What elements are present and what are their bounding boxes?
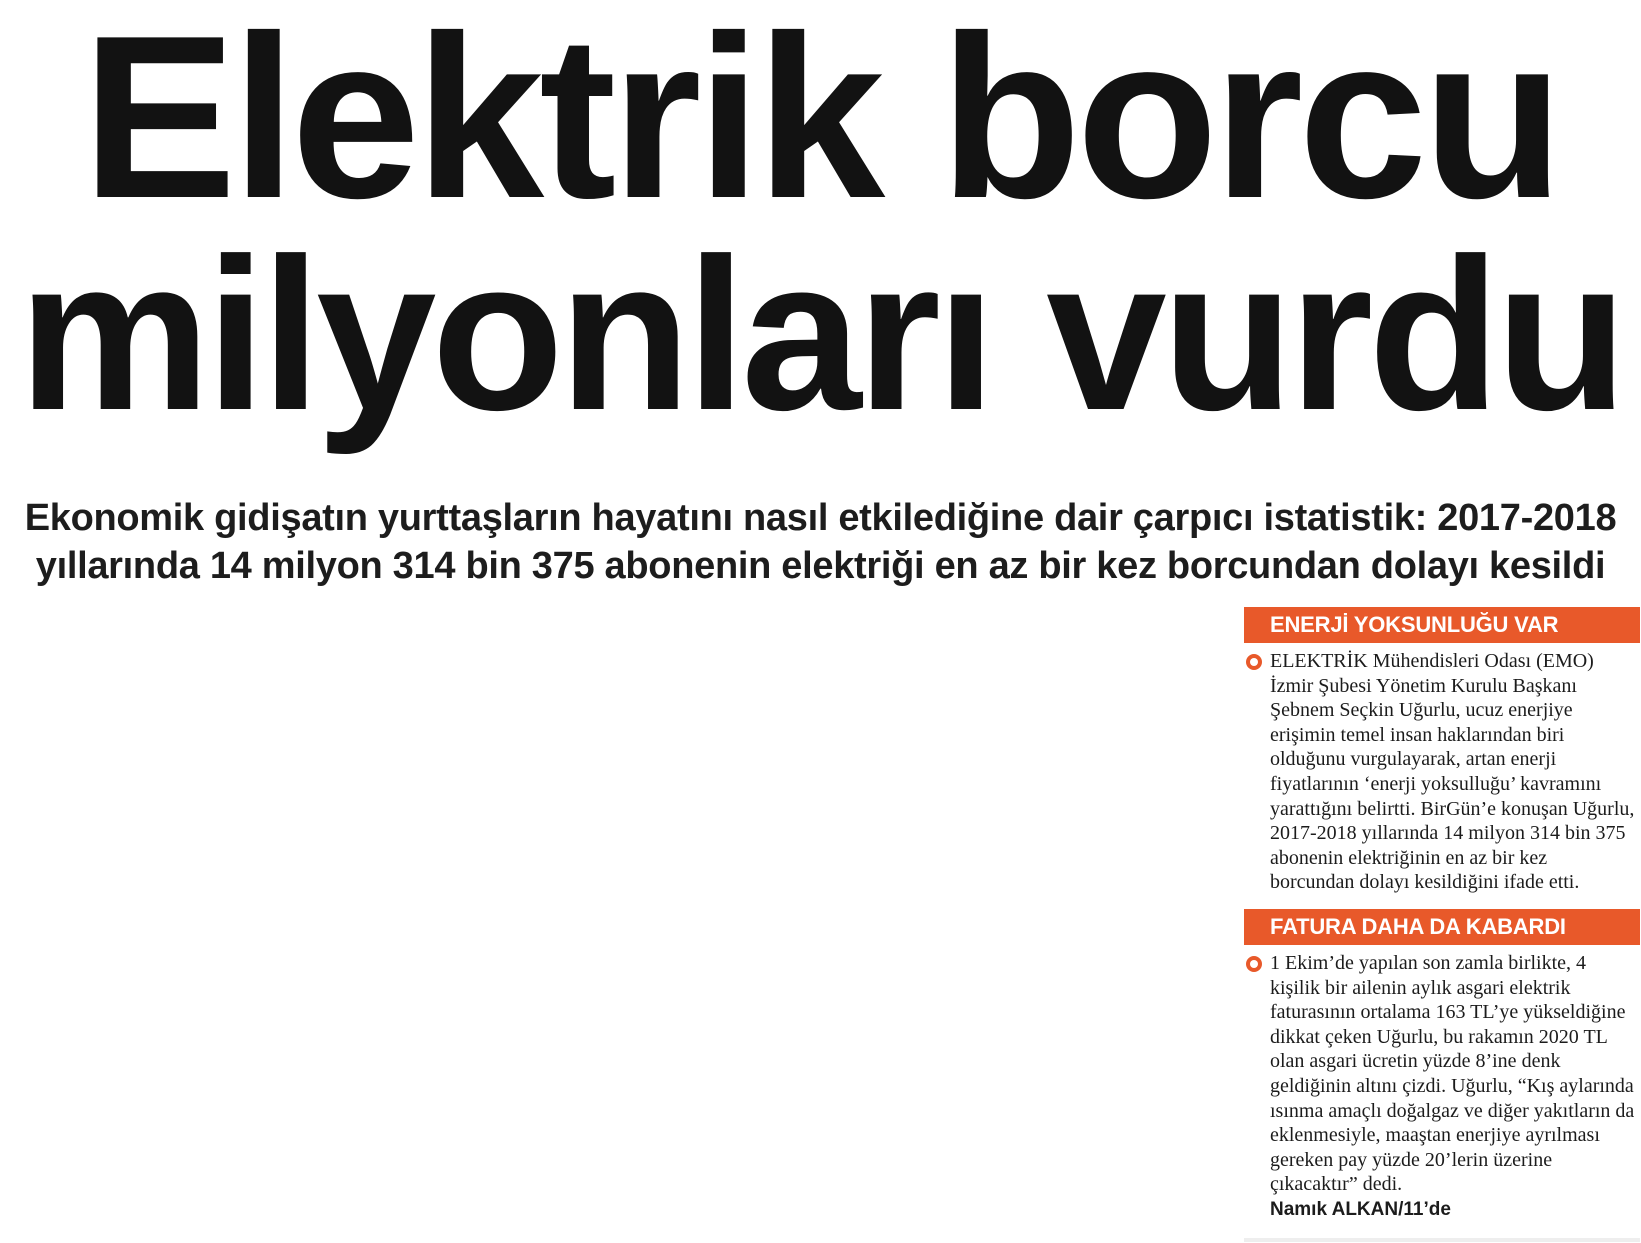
section-body-energy-poverty	[1244, 643, 1640, 895]
section-heading-bill: FATURA DAHA DA KABARDI	[1244, 909, 1640, 945]
headline-line-1: Elektrik borcu	[81, 0, 1560, 247]
bullet-icon	[1246, 956, 1262, 972]
byline: Namık ALKAN/11’de	[1270, 1198, 1451, 1220]
bullet-icon	[1246, 654, 1262, 670]
headline-line-2: milyonları vurdu	[18, 213, 1623, 455]
sidebar-box	[1244, 607, 1640, 1223]
section-text-bill: 1 Ekim’de yapılan son zamla birlikte, 4 kişilik bir ailenin aylık asgari elektrik faturasının ortalama 163 TL’ye yükseldiğine dikkat çeken Uğurlu, bu rakamın 2020 TL olan asgari ücretin yüzde 8’ine denk geldiğinin altını çizdi. Uğurlu, “Kış aylarında ısınma amaçlı doğalgaz ve diğer yakıtların da eklenmesiyle, maaştan enerjiye ayrılması gereken pay yüzde 20’lerin üzerine çıkacaktır” dedi.	[1270, 951, 1635, 1196]
section-text-energy-poverty: ELEKTRİK Mühendisleri Odası (EMO) İzmir Şubesi Yönetim Kurulu Başkanı Şebnem Seçkin Uğurlu, ucuz enerjiye erişimin temel insan haklarından biri olduğunu vurgulayarak, artan enerji fiyatlarının ‘enerji yoksulluğu’ kavramını yarattığını belirtti. BirGün’e konuşan Uğurlu, 2017-2018 yıllarında 14 milyon 314 bin 375 abonenin elektriğinin en az bir kez borcundan dolayı kesildiğini ifade etti.	[1270, 650, 1635, 894]
section-heading-energy-poverty: ENERJİ YOKSUNLUĞU VAR	[1244, 607, 1640, 643]
bottom-divider	[1244, 1238, 1640, 1242]
subheadline: Ekonomik gidişatın yurttaşların hayatını nasıl etkilediğine dair çarpıcı istatistik: 2017-2018 yıllarında 14 milyon 314 bin 375 abonenin elektriği en az bir kez borcundan dolayı kesildi	[24, 497, 1617, 587]
section-body-bill	[1244, 945, 1640, 1223]
